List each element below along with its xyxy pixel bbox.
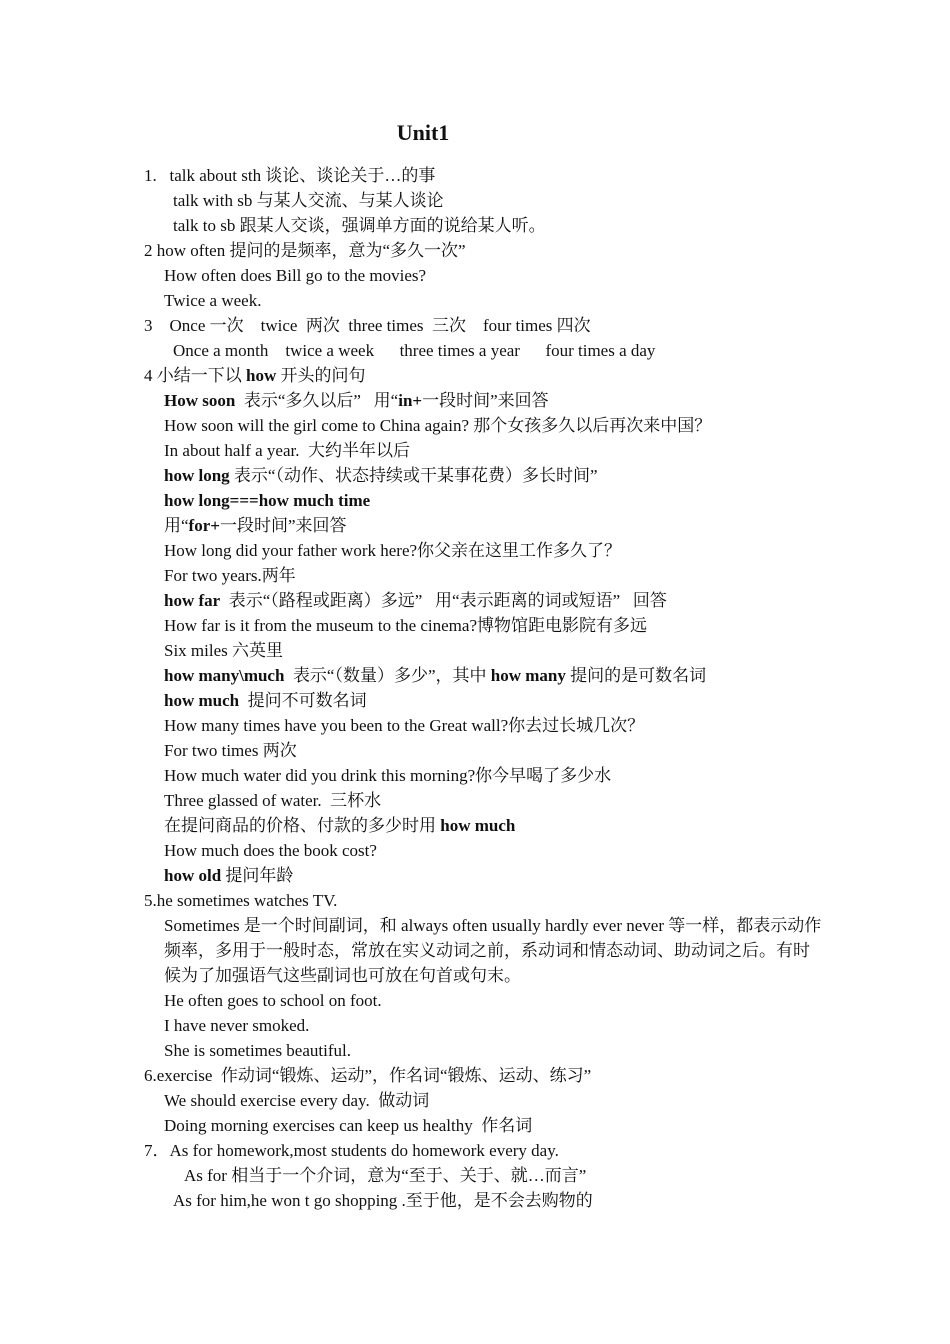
- how-far-example: How far is it from the museum to the cinema?博物馆距电影院有多远: [164, 616, 647, 635]
- how-many-much-definition: [144, 663, 824, 688]
- item-5-explanation: Sometimes 是一个时间副词，和 always often usually hardly ever never 等一样，都表示动作频率，多用于一般时态，常放在实义动词之前，系动词和情态动词、助动词之后。有时候为了加强语气这些副词也可放在句首或句末。: [164, 916, 822, 985]
- bold-term: how many\much: [164, 666, 285, 685]
- text: 4 小结一下以: [144, 366, 246, 385]
- text: 表示“多久以后” 用“: [235, 391, 399, 410]
- item-7-explanation: As for 相当于一个介词，意为“至于、关于、就…而言”: [184, 1166, 587, 1185]
- bold-term: for+: [188, 516, 220, 535]
- page-title: Unit1: [396, 120, 450, 145]
- how-soon-answer: In about half a year. 大约半年以后: [164, 441, 410, 460]
- item-5-example-3: She is sometimes beautiful.: [164, 1041, 351, 1060]
- how-long-example: How long did your father work here?你父亲在这里工作多久了？: [164, 541, 622, 560]
- bold-term: in+: [398, 391, 423, 410]
- text: 表示“（路程或距离）多远” 用“表示距离的词或短语” 回答: [220, 591, 667, 610]
- text: 表示“（数量）多少”，其中: [284, 666, 491, 685]
- how-soon-example: How soon will the girl come to China again? 那个女孩多久以后再次来中国？: [164, 416, 712, 435]
- item-1-line-2: talk with sb 与某人交流、与某人谈论: [173, 191, 444, 210]
- item-6-example-2: Doing morning exercises can keep us healthy 作名词: [164, 1116, 533, 1135]
- item-3-line-2: Once a month twice a week three times a year four times a day: [173, 341, 656, 360]
- item-2-heading: 2 how often 提问的是频率，意为“多久一次”: [144, 241, 466, 260]
- item-7-heading: 7．As for homework,most students do homework every day.: [144, 1141, 559, 1160]
- how-much-answer: Three glassed of water. 三杯水: [164, 791, 382, 810]
- how-old-definition: [144, 863, 824, 888]
- text: 用“: [164, 516, 189, 535]
- how-much-price-example: How much does the book cost?: [164, 841, 377, 860]
- text: 一段时间”来回答: [219, 516, 347, 535]
- text: 提问不可数名词: [239, 691, 367, 710]
- item-5-example-1: He often goes to school on foot.: [164, 991, 382, 1010]
- how-soon-definition: [144, 388, 824, 413]
- how-long-answer: For two years.两年: [164, 566, 296, 585]
- bold-term: how much: [164, 691, 240, 710]
- item-5-example-2: I have never smoked.: [164, 1016, 310, 1035]
- bold-term: how much: [440, 816, 516, 835]
- bold-term: how many: [490, 666, 566, 685]
- item-2-example-answer: Twice a week.: [164, 291, 262, 310]
- text: 开头的问句: [276, 366, 366, 385]
- how-many-answer: For two times 两次: [164, 741, 297, 760]
- item-6-heading: 6.exercise 作动词“锻炼、运动”，作名词“锻炼、运动、练习”: [144, 1066, 592, 1085]
- item-1-line-1: 1. talk about sth 谈论、谈论关于…的事: [144, 166, 436, 185]
- bold-term: how old: [164, 866, 222, 885]
- how-much-definition: [144, 688, 824, 713]
- bold-term: how: [246, 366, 277, 385]
- text: 提问的是可数名词: [565, 666, 707, 685]
- how-long-definition: [144, 463, 824, 488]
- text: 表示“（动作、状态持续或干某事花费）多长时间”: [229, 466, 598, 485]
- how-long-equivalence: [144, 488, 824, 513]
- how-many-example: How many times have you been to the Great wall?你去过长城几次？: [164, 716, 645, 735]
- item-5-heading: 5.he sometimes watches TV.: [144, 891, 338, 910]
- text: 在提问商品的价格、付款的多少时用: [164, 816, 441, 835]
- how-far-definition: [144, 588, 824, 613]
- item-7-example: As for him,he won t go shopping .至于他，是不会去购物的: [173, 1191, 593, 1210]
- text: 提问年龄: [221, 866, 294, 885]
- bold-term: How soon: [164, 391, 236, 410]
- item-2-example-question: How often does Bill go to the movies?: [164, 266, 427, 285]
- item-6-example-1: We should exercise every day. 做动词: [164, 1091, 430, 1110]
- bold-term: how long===how much time: [164, 491, 371, 510]
- how-much-example: How much water did you drink this morning?你今早喝了多少水: [164, 766, 612, 785]
- item-1-line-3: talk to sb 跟某人交谈，强调单方面的说给某人听。: [173, 216, 546, 235]
- how-much-price-rule: [144, 813, 824, 838]
- item-4-heading: [144, 363, 824, 388]
- how-far-answer: Six miles 六英里: [164, 641, 284, 660]
- bold-term: how far: [164, 591, 221, 610]
- document-body: [144, 163, 824, 1213]
- how-long-answer-rule: [144, 513, 824, 538]
- item-3-line-1: 3 Once 一次 twice 两次 three times 三次 four times 四次: [144, 316, 591, 335]
- bold-term: how long: [164, 466, 230, 485]
- text: 一段时间”来回答: [422, 391, 549, 410]
